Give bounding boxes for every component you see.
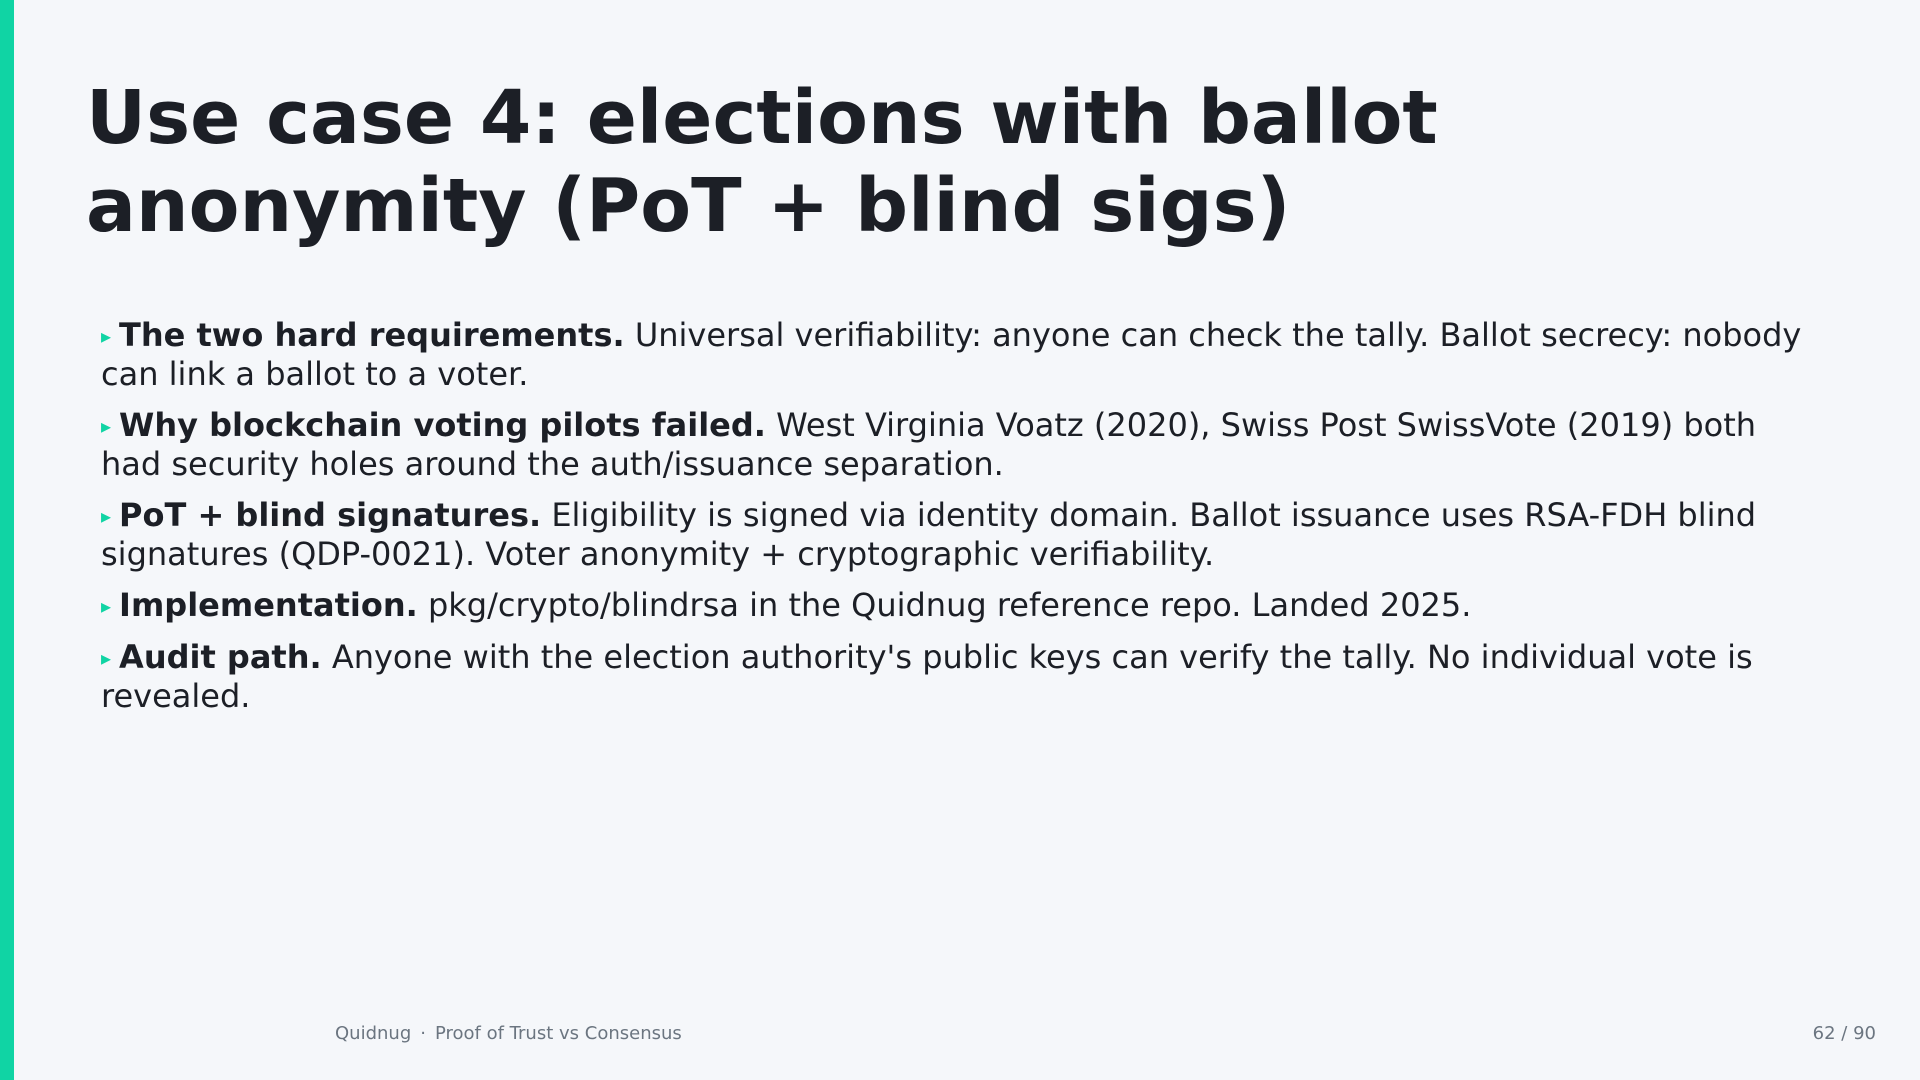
footer-brand: Quidnug (335, 1023, 412, 1044)
slide-title: Use case 4: elections with ballot anonymity (PoT + blind sigs) (86, 75, 1438, 249)
bullet-text: West Virginia Voatz (2020), Swiss Post SwissVote (2019) both had security holes around the auth/issuance separation. (101, 406, 1757, 483)
bullet-arrow-icon: ▸ (101, 324, 112, 348)
bullet-item (101, 496, 1821, 573)
bullet-lead: Implementation. (119, 586, 418, 624)
bullet-text: Universal verifiability: anyone can check the tally. Ballot secrecy: nobody can link a ballot to a voter. (101, 316, 1802, 393)
bullet-item (101, 316, 1821, 393)
accent-bar (0, 0, 14, 1080)
bullet-lead: Audit path. (119, 638, 322, 676)
bullet-arrow-icon: ▸ (101, 646, 112, 670)
bullet-lead: The two hard requirements. (119, 316, 625, 354)
bullet-text: Eligibility is signed via identity domain. Ballot issuance uses RSA-FDH blind signatures (QDP-0021). Voter anonymity + cryptographic verifiability. (101, 496, 1757, 573)
bullet-item (101, 638, 1821, 715)
bullet-text: pkg/crypto/blindrsa in the Quidnug reference repo. Landed 2025. (427, 586, 1472, 624)
bullet-arrow-icon: ▸ (101, 504, 112, 528)
bullet-lead: PoT + blind signatures. (119, 496, 542, 534)
bullet-arrow-icon: ▸ (101, 594, 112, 618)
page-number: 62 / 90 (1812, 1023, 1876, 1044)
footer-separator: · (420, 1023, 426, 1044)
footer-deck-title: Proof of Trust vs Consensus (434, 1023, 682, 1044)
bullet-list (101, 316, 1821, 728)
footer-caption (335, 1023, 682, 1044)
bullet-arrow-icon: ▸ (101, 414, 112, 438)
bullet-lead: Why blockchain voting pilots failed. (119, 406, 766, 444)
bullet-item (101, 406, 1821, 483)
bullet-text: Anyone with the election authority's public keys can verify the tally. No individual vote is revealed. (101, 638, 1753, 715)
bullet-item (101, 586, 1821, 625)
